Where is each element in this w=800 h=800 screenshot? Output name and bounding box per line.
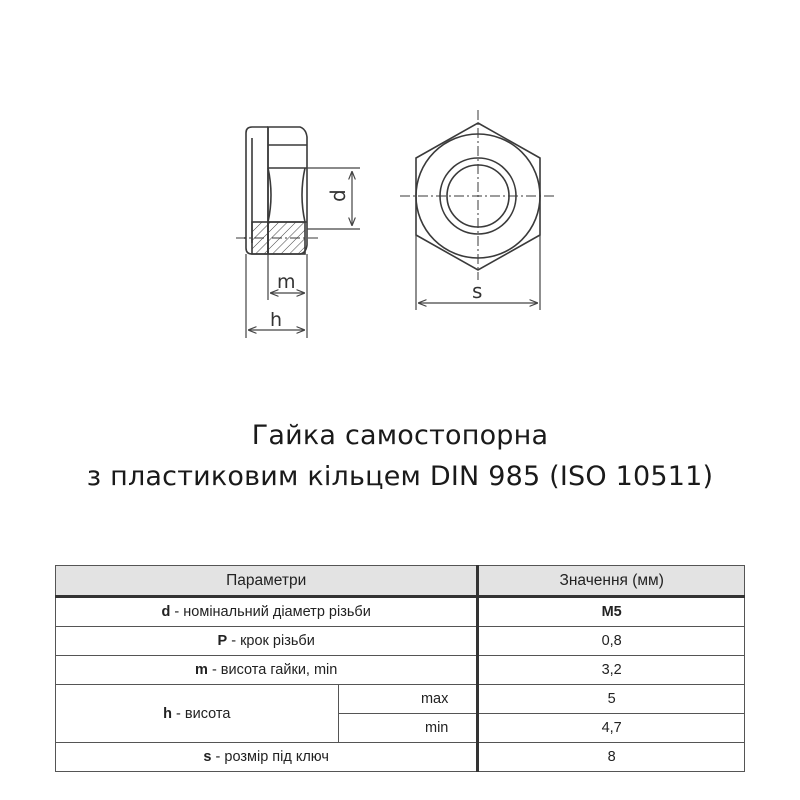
nut-side-view [236, 127, 318, 254]
param-symbol: d [161, 604, 171, 620]
title-line-1: Гайка самостопорна [251, 420, 549, 451]
param-cell [56, 656, 478, 685]
header-values: Значення (мм) [478, 566, 745, 597]
value-cell: 8 [478, 743, 745, 772]
table-header-row [56, 566, 745, 597]
value-cell: 4,7 [478, 714, 745, 743]
label-d: d [326, 189, 350, 202]
label-h: h [270, 309, 283, 331]
param-cell [56, 597, 478, 627]
param-cell [56, 685, 339, 743]
value-cell: M5 [478, 597, 745, 627]
nut-front-view [400, 110, 556, 280]
sub-label-max: max [338, 685, 478, 714]
label-m: m [277, 271, 296, 293]
sub-label-min: min [338, 714, 478, 743]
spec-table [55, 565, 745, 772]
table-row [56, 656, 745, 685]
value-cell: 3,2 [478, 656, 745, 685]
value-cell: 5 [478, 685, 745, 714]
param-symbol: m [195, 662, 208, 678]
table-row [56, 627, 745, 656]
param-cell [56, 743, 478, 772]
param-description: - номінальний діаметр різьби [170, 604, 371, 620]
value-cell: 0,8 [478, 627, 745, 656]
table-row [56, 597, 745, 627]
table-row [56, 743, 745, 772]
param-description: - висота [172, 705, 231, 722]
param-symbol: s [203, 749, 212, 765]
table-row [56, 685, 745, 714]
title-line-2: з пластиковим кільцем DIN 985 (ISO 10511) [86, 461, 714, 492]
param-cell [56, 627, 478, 656]
param-symbol: h [163, 705, 172, 722]
param-description: - висота гайки, min [207, 662, 338, 678]
param-symbol: P [217, 633, 228, 649]
label-s: s [472, 279, 483, 303]
param-description: - розмір під ключ [211, 749, 329, 765]
param-description: - крок різьби [227, 633, 315, 649]
header-params: Параметри [56, 566, 478, 597]
